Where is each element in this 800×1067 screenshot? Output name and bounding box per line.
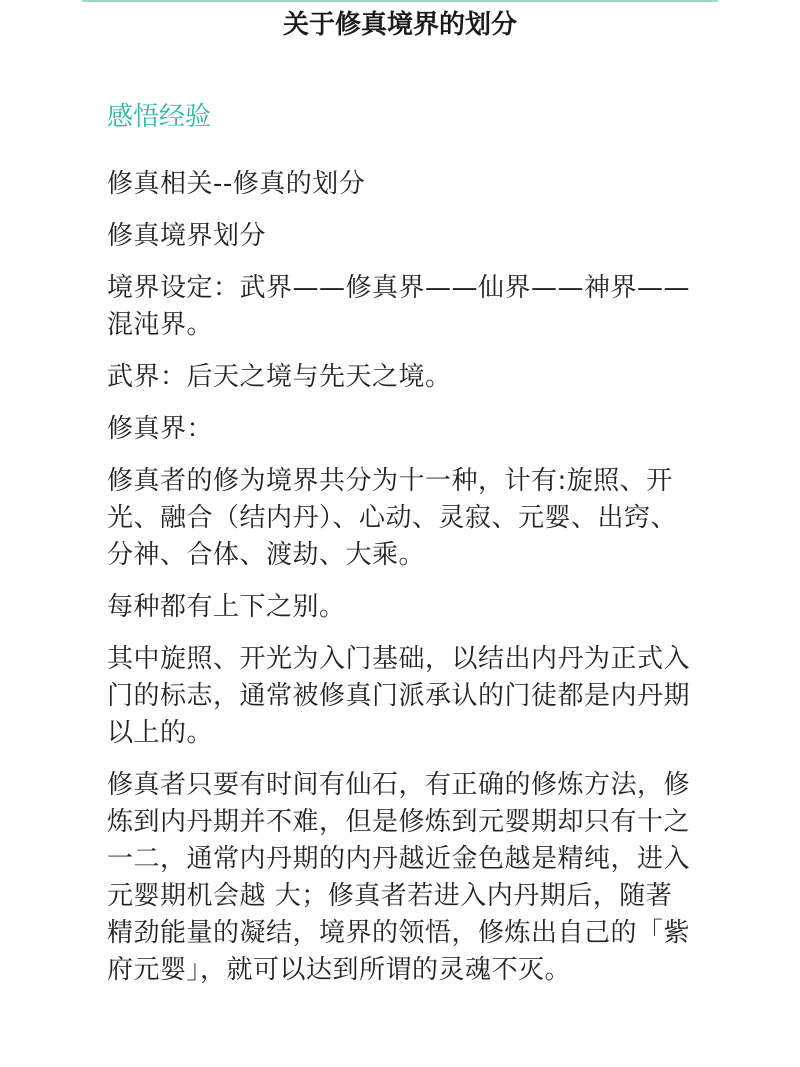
paragraph: 其中旋照、开光为入门基础，以结出内丹为正式入门的标志，通常被修真门派承认的门徒都是内丹期以上的。 — [107, 644, 691, 748]
paragraph: 武界：后天之境与先天之境。 — [107, 362, 452, 392]
paragraph: 修真者只要有时间有仙石，有正确的修炼方法，修炼到内丹期并不难，但是修炼到元婴期却只有十之一二，通常内丹期的内丹越近金色越是精纯，进入元婴期机会越 大；修真者若进入内丹期后，随著精劲能量的凝结，境界的领悟，修炼出自己的「紫府元婴」，就可以达到所谓的灵魂不灭。 — [107, 770, 691, 985]
paragraph: 修真境界划分 — [107, 221, 267, 251]
paragraph: 每种都有上下之别。 — [107, 592, 346, 622]
article-body — [107, 166, 697, 1004]
top-divider — [82, 0, 718, 2]
paragraph: 修真界： — [107, 414, 214, 444]
page-title: 关于修真境界的划分 — [282, 10, 517, 40]
paragraph: 修真相关--修真的划分 — [107, 169, 366, 199]
section-heading: 感悟经验 — [107, 102, 212, 132]
paragraph: 修真者的修为境界共分为十一种，计有:旋照、开光、融合（结内丹）、心动、灵寂、元婴、出窍、分神、合体、渡劫、大乘。 — [107, 466, 678, 570]
paragraph: 境界设定：武界——修真界——仙界——神界——混沌界。 — [107, 273, 691, 340]
